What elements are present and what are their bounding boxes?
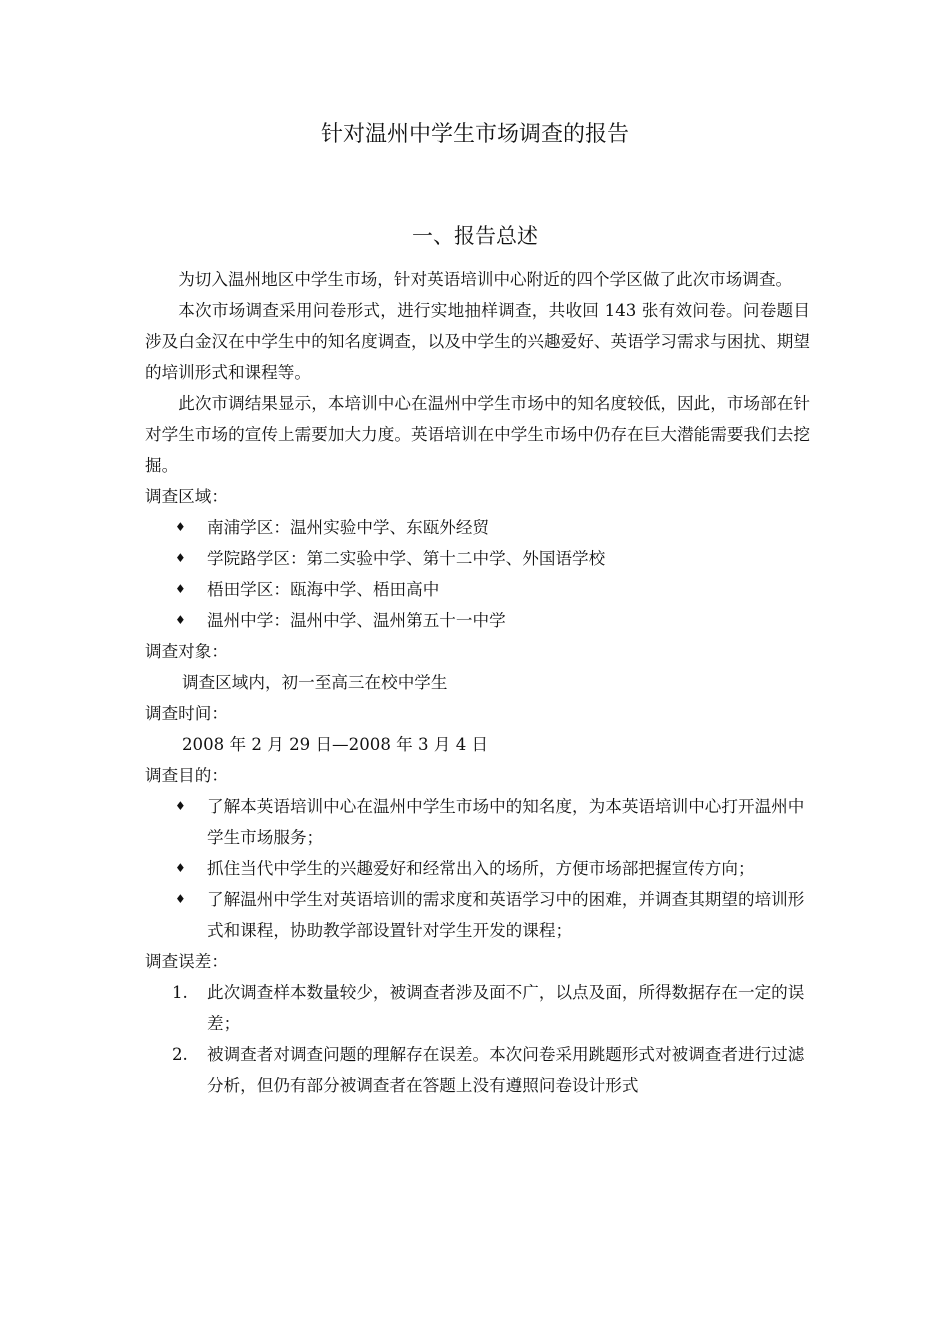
list-item — [145, 884, 810, 946]
diamond-bullet-icon: ♦ — [175, 613, 186, 627]
survey-area-label: 调查区域： — [145, 487, 228, 506]
report-body — [145, 264, 810, 1101]
list-item — [145, 853, 810, 884]
diamond-bullet-icon: ♦ — [175, 861, 186, 875]
diamond-bullet-icon: ♦ — [175, 520, 186, 534]
list-item-text: 温州中学：温州中学、温州第五十一中学 — [207, 611, 506, 630]
survey-target-label: 调查对象： — [145, 642, 228, 661]
list-item-text: 抓住当代中学生的兴趣爱好和经常出入的场所，方便市场部把握宣传方向； — [207, 859, 755, 878]
list-item — [145, 543, 810, 574]
survey-error-label: 调查误差： — [145, 952, 228, 971]
diamond-bullet-icon: ♦ — [175, 892, 186, 906]
list-item-text: 梧田学区：瓯海中学、梧田高中 — [207, 580, 440, 599]
list-item — [145, 512, 810, 543]
survey-target-text: 调查区域内，初一至高三在校中学生 — [182, 673, 448, 692]
list-item — [145, 1039, 810, 1101]
document-title: 针对温州中学生市场调查的报告 — [320, 122, 629, 147]
intro-paragraph-3: 此次市调结果显示，本培训中心在温州中学生市场中的知名度较低，因此，市场部在针对学生市场的宣传上需要加大力度。英语培训在中学生市场中仍存在巨大潜能需要我们去挖掘。 — [145, 394, 810, 475]
list-number: 2. — [172, 1045, 188, 1064]
list-item-text: 此次调查样本数量较少，被调查者涉及面不广，以点及面，所得数据存在一定的误差； — [207, 983, 805, 1033]
survey-purpose-list — [145, 791, 810, 946]
diamond-bullet-icon: ♦ — [175, 582, 186, 596]
survey-area-list — [145, 512, 810, 636]
list-item-text: 学院路学区：第二实验中学、第十二中学、外国语学校 — [207, 549, 606, 568]
survey-purpose-label: 调查目的： — [145, 766, 228, 785]
diamond-bullet-icon: ♦ — [175, 551, 186, 565]
list-item — [145, 574, 810, 605]
section-heading: 一、报告总述 — [412, 224, 538, 248]
list-item-text: 了解本英语培训中心在温州中学生市场中的知名度，为本英语培训中心打开温州中学生市场服务； — [207, 797, 805, 847]
intro-paragraph-1: 为切入温州地区中学生市场，针对英语培训中心附近的四个学区做了此次市场调查。 — [178, 270, 793, 289]
list-item — [145, 791, 810, 853]
diamond-bullet-icon: ♦ — [175, 799, 186, 813]
list-item — [145, 977, 810, 1039]
intro-paragraph-2: 本次市场调查采用问卷形式，进行实地抽样调查，共收回 143 张有效问卷。问卷题目涉及白金汉在中学生中的知名度调查，以及中学生的兴趣爱好、英语学习需求与困扰、期望的培训形式和课程等。 — [145, 301, 810, 382]
survey-time-text: 2008 年 2 月 29 日—2008 年 3 月 4 日 — [182, 735, 489, 754]
list-item-text: 南浦学区：温州实验中学、东瓯外经贸 — [207, 518, 490, 537]
list-number: 1. — [172, 983, 188, 1002]
survey-error-list — [145, 977, 810, 1101]
survey-time-label: 调查时间： — [145, 704, 228, 723]
list-item-text: 被调查者对调查问题的理解存在误差。本次问卷采用跳题形式对被调查者进行过滤分析，但仍有部分被调查者在答题上没有遵照问卷设计形式 — [207, 1045, 805, 1095]
list-item — [145, 605, 810, 636]
list-item-text: 了解温州中学生对英语培训的需求度和英语学习中的困难，并调查其期望的培训形式和课程，协助教学部设置针对学生开发的课程； — [207, 890, 805, 940]
